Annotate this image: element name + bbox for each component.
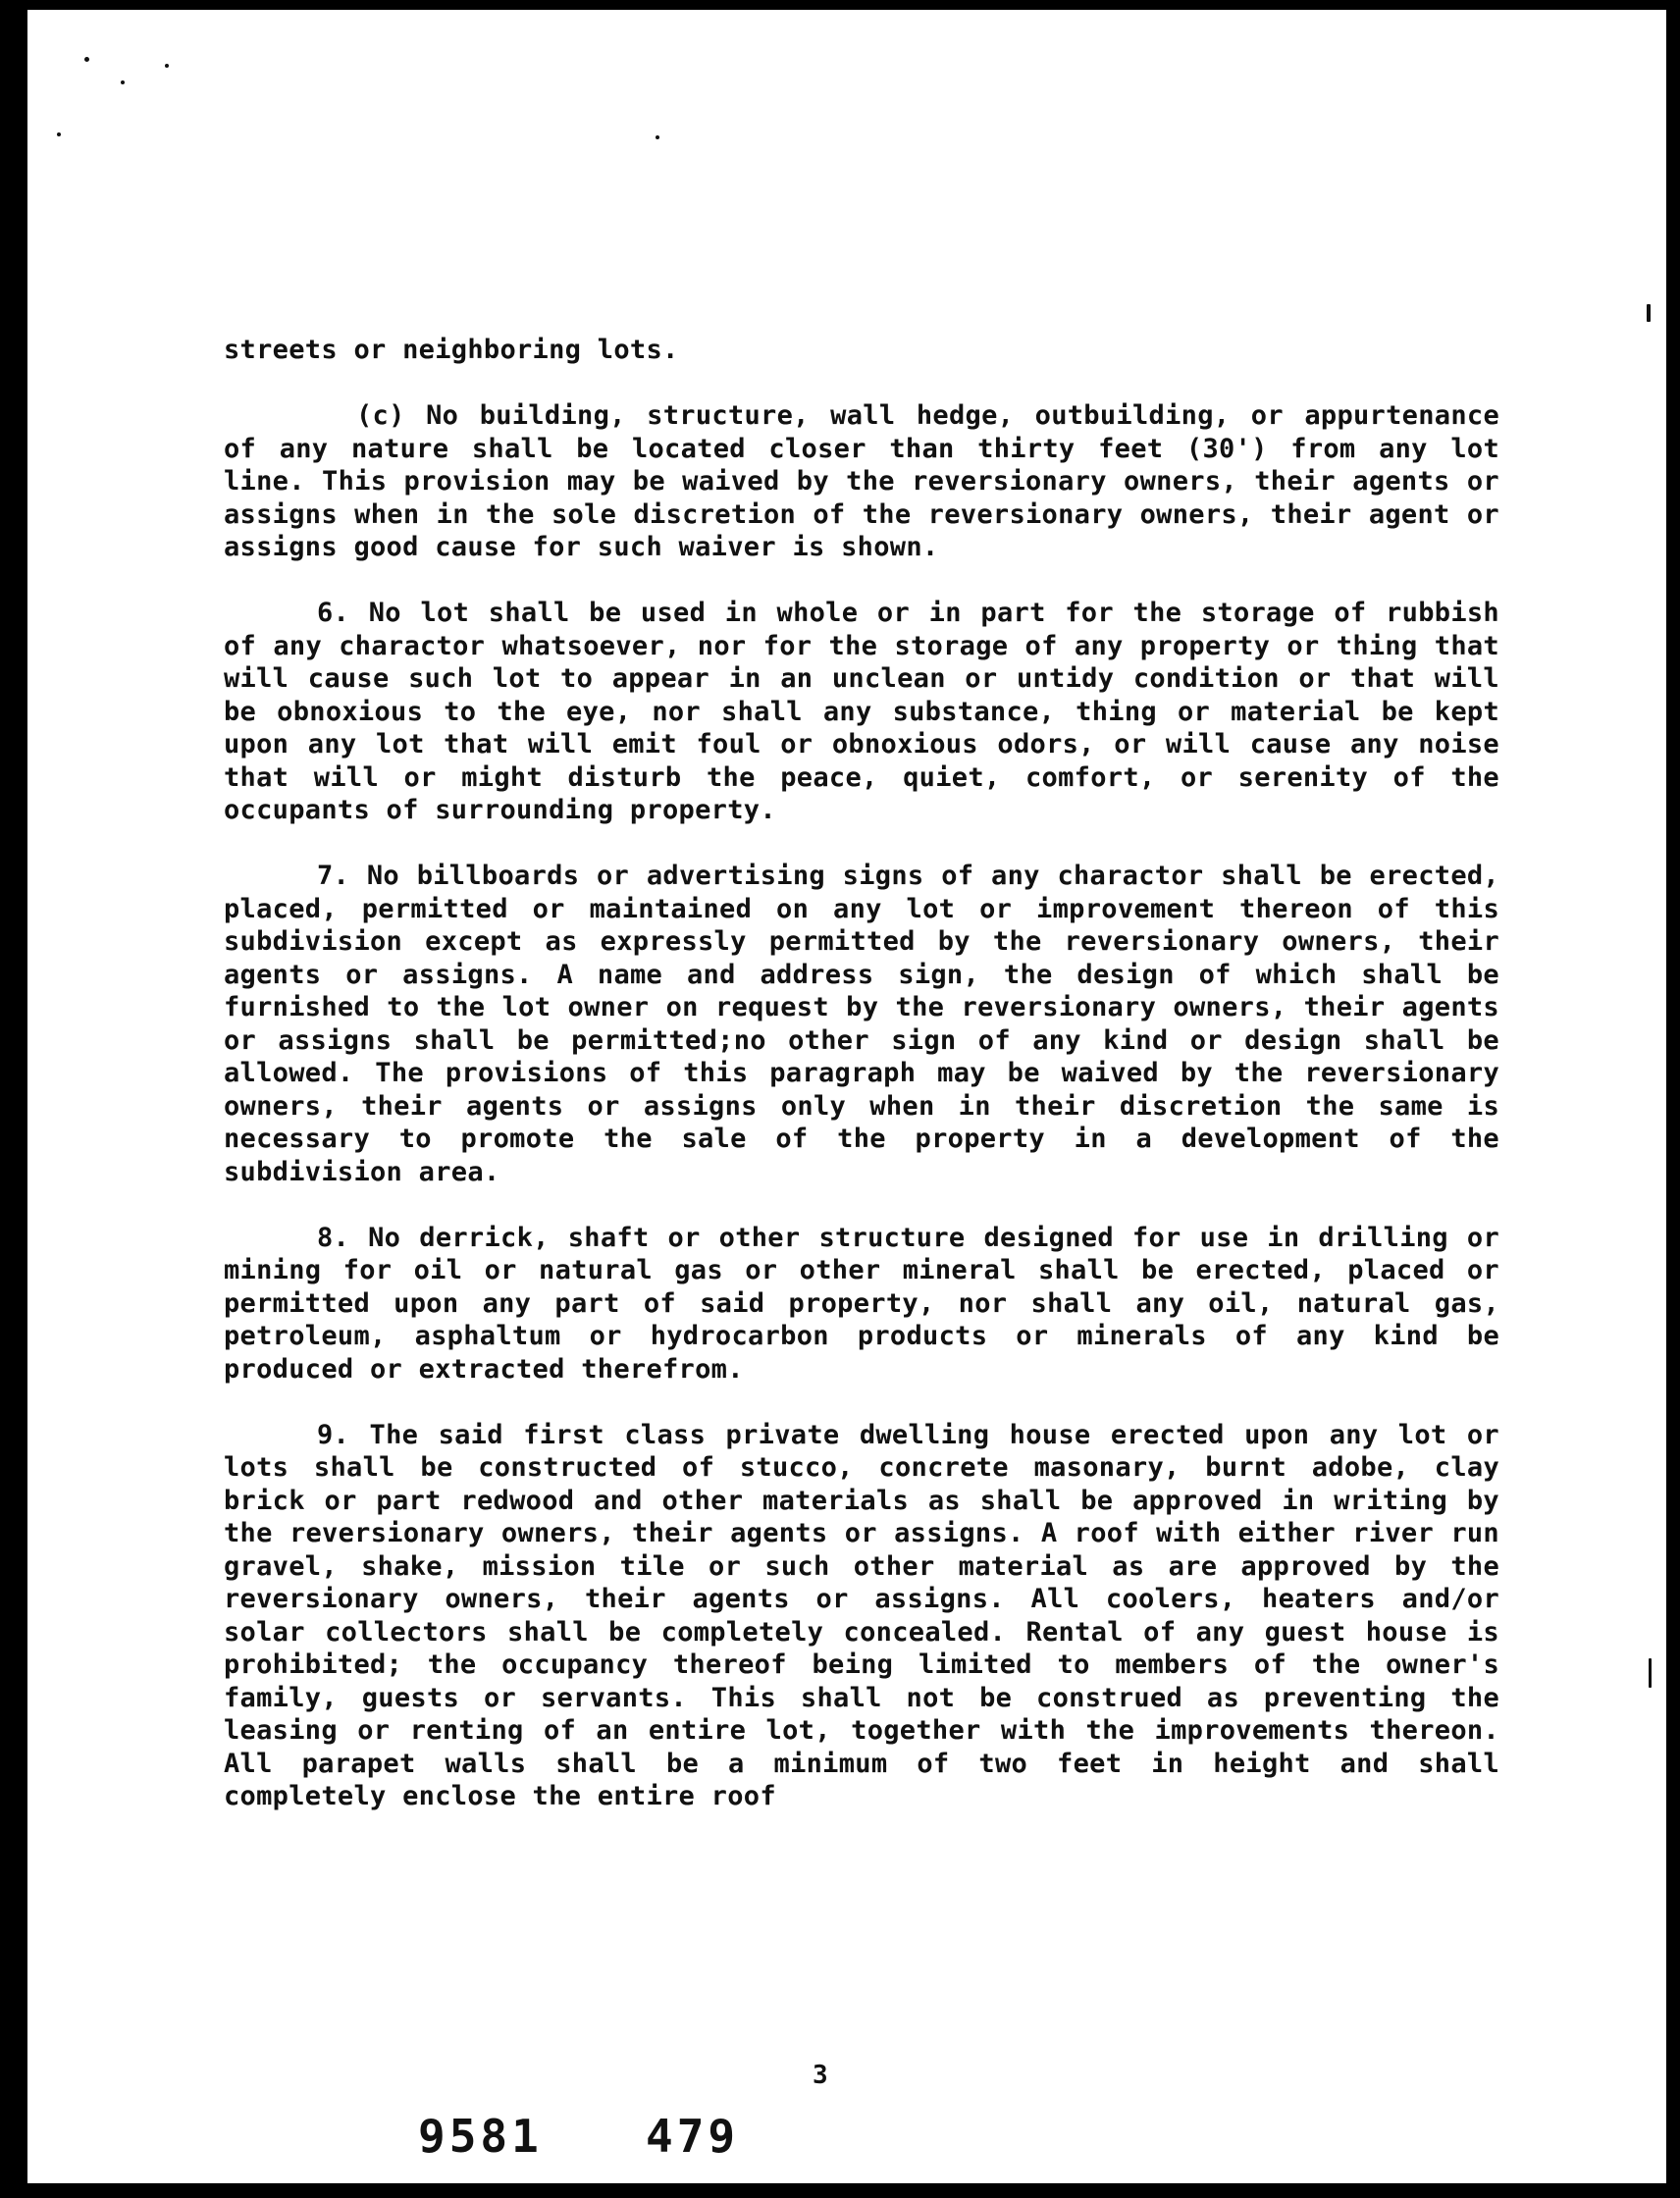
scan-speck <box>656 135 659 139</box>
opening-line: streets or neighboring lots. <box>224 335 679 365</box>
scan-speck <box>84 57 89 62</box>
scan-speck <box>1649 1658 1652 1688</box>
scan-speck <box>1647 304 1651 322</box>
paragraph-6: 6. No lot shall be used in whole or in part for the storage of rubbish of any charactor whatsoever, nor for the storage of any property or thing that will cause such lot to appear in an unclean or untidy condition or that will be obnoxious to the eye, nor shall any substance, thing or material be kept upon any lot that will emit foul or obnoxious odors, or will cause any noise that will or might disturb the peace, quiet, comfort, or serenity of the occupants of surrounding property. <box>224 598 1499 825</box>
book-number: 9581 <box>418 2110 543 2163</box>
document-body <box>224 334 1499 1846</box>
paragraph-7: 7. No billboards or advertising signs of any charactor shall be erected, placed, permitted or maintained on any lot or improvement thereon of this subdivision except as expressly permitted by the reversionary owners, their agents or assigns. A name and address sign, the design of which shall be furnished to the lot owner on request by the reversionary owners, their agents or assigns shall be permitted;no other sign of any kind or design shall be allowed. The provisions of this paragraph may be waived by the reversionary owners, their agents or assigns only when in their discretion the same is necessary to promote the sale of the property in a development of the subdivision area. <box>224 861 1499 1187</box>
page-reference: 479 <box>646 2110 740 2163</box>
scan-speck <box>121 80 125 84</box>
paragraph-c: (c) No building, structure, wall hedge, outbuilding, or appurtenance of any nature shall be located closer than thirty feet (30') from any lot line. This provision may be waived by the reversionary owners, their agents or assigns when in the sole discretion of the reversionary owners, their agent or assigns good cause for such waiver is shown. <box>224 400 1499 562</box>
scan-speck <box>57 132 61 136</box>
paragraph-8: 8. No derrick, shaft or other structure designed for use in drilling or mining for oil or natural gas or other mineral shall be erected, placed or permitted upon any part of said property, nor shall any oil, natural gas, petroleum, asphaltum or hydrocarbon products or minerals of any kind be produced or extracted therefrom. <box>224 1222 1499 1385</box>
page-number: 3 <box>813 2061 828 2090</box>
scan-speck <box>165 64 169 68</box>
document-page <box>27 10 1666 2183</box>
paragraph-9: 9. The said first class private dwelling house erected upon any lot or lots shall be constructed of stucco, concrete masonary, burnt adobe, clay brick or part redwood and other materials as shall be approved in writing by the reversionary owners, their agents or assigns. A roof with either river run gravel, shake, mission tile or such other material as are approved by the reversionary owners, their agents or assigns. All coolers, heaters and/or solar collectors shall be completely concealed. Rental of any guest house is prohibited; the occupancy thereof being limited to members of the owner's family, guests or servants. This shall not be construed as preventing the leasing or renting of an entire lot, together with the improvements thereon. All parapet walls shall be a minimum of two feet in height and shall completely enclose the entire roof <box>224 1419 1499 1811</box>
